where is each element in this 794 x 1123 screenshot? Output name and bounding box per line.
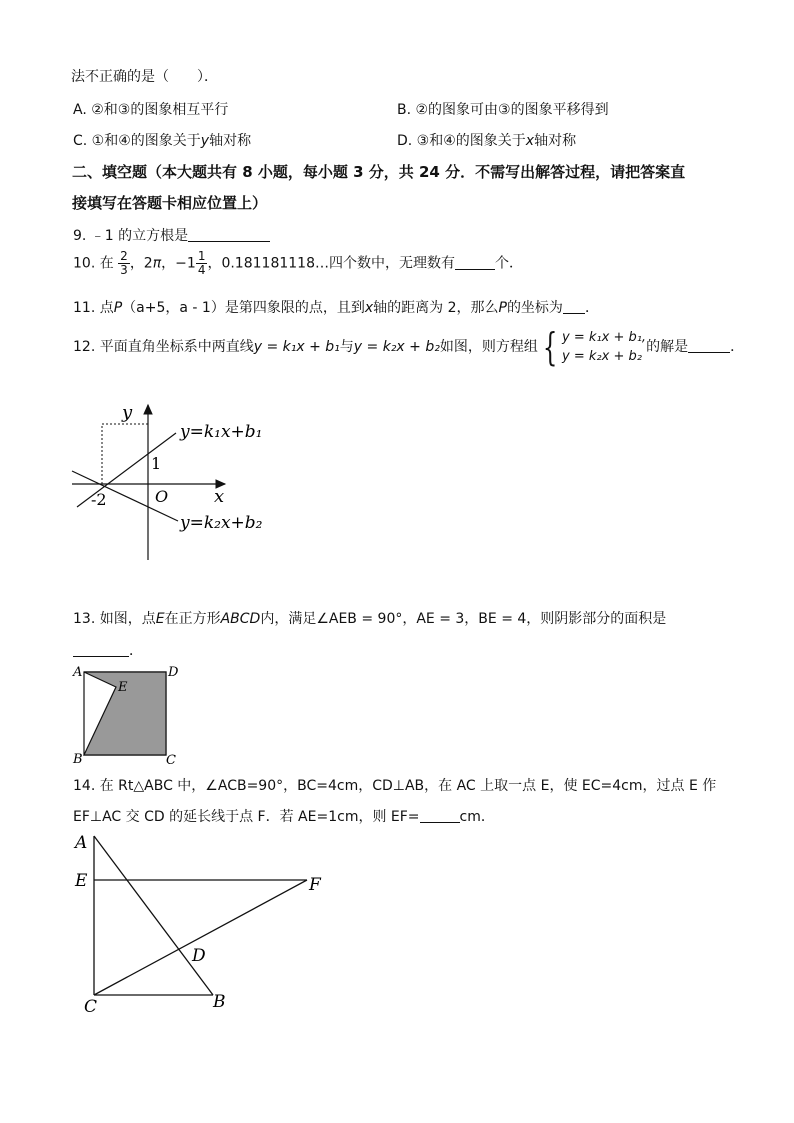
q13-square-figure [66, 660, 186, 770]
q14-answer-blank [420, 808, 460, 823]
label-d: D [192, 946, 206, 966]
q8-option-d: D. ③和④的图象关于x轴对称 [397, 133, 577, 149]
fraction-two-thirds: $\frac{2}{3}$ [120, 249, 128, 277]
q8-option-c: C. ①和④的图象关于y轴对称 [73, 133, 252, 149]
line-1-label: y=k₁x+b₁ [180, 422, 263, 442]
label-c: C [166, 753, 176, 768]
equation-system: y = k₁x + b₁, y = k₂x + b₂ [562, 330, 647, 364]
q12-coordinate-graph [60, 395, 280, 570]
system-brace: { [542, 325, 558, 369]
line-2-label: y=k₂x+b₂ [180, 513, 263, 533]
segment-ab [94, 836, 213, 995]
section-title-line2: 接填写在答题卡相应位置上） [72, 194, 268, 212]
q13-line1: 13. 如图，点E在正方形ABCD内，满足∠AEB = 90°，AE = 3，BE = 4，则阴影部分的面积是 [73, 611, 667, 627]
q11: 11. 点P（a+5，a - 1）是第四象限的点，且到x轴的距离为 2，那么P的坐标为 ． [73, 300, 599, 316]
q8-tail: 法不正确的是（ ）． [71, 69, 218, 85]
q8-option-b: B. ②的图象可由③的图象平移得到 [397, 102, 609, 118]
y-axis-label: y [122, 402, 133, 423]
q11-answer-blank [563, 299, 585, 314]
x-axis-label: x [214, 486, 225, 507]
label-c: C [84, 997, 98, 1017]
q14-line2: EF⊥AC 交 CD 的延长线于点 F．若 AE=1cm，则 EF= cm． [73, 809, 495, 825]
label-e: E [75, 871, 88, 891]
q12: 12. 平面直角坐标系中两直线y = k₁x + b₁与y = k₂x + b₂如图，则方程组 { y = k₁x + b₁, y = k₂x + b₂ 的解是 ． [73, 325, 745, 369]
q9-answer-blank [188, 227, 270, 242]
q10-answer-blank [455, 255, 495, 270]
label-b: B [213, 992, 226, 1012]
label-neg-two: -2 [91, 490, 107, 509]
q13-line2: ． [73, 640, 143, 660]
label-b: B [73, 752, 83, 767]
dashed-guide [102, 424, 148, 484]
label-e: E [118, 680, 128, 695]
q14-triangle-figure [70, 830, 340, 1020]
label-a: A [75, 833, 88, 853]
label-a: A [73, 665, 83, 680]
fraction-one-quarter: $\frac{1}{4}$ [197, 249, 206, 277]
label-f: F [309, 875, 321, 895]
label-one: 1 [151, 454, 162, 473]
q12-answer-blank [688, 338, 730, 353]
q13-answer-blank [73, 642, 129, 657]
label-d: D [168, 665, 179, 680]
origin-label: O [155, 487, 169, 506]
q14-line1: 14. 在 Rt△ABC 中，∠ACB=90°，BC=4cm，CD⊥AB，在 AC 上取一点 E，使 EC=4cm，过点 E 作 [73, 778, 717, 794]
q10: 10. 在 $\frac{2}{3}$ ，2π，−1 $\frac{1}{4}$ ，0.181181118…四个数中，无理数有 个． [73, 249, 523, 277]
section-title-line1: 二、填空题（本大题共有 8 小题，每小题 3 分，共 24 分．不需写出解答过程，请把答案直 [72, 163, 686, 181]
q9: 9. ﹣1 的立方根是 [73, 225, 270, 245]
q8-option-a: A. ②和③的图象相互平行 [73, 102, 229, 118]
